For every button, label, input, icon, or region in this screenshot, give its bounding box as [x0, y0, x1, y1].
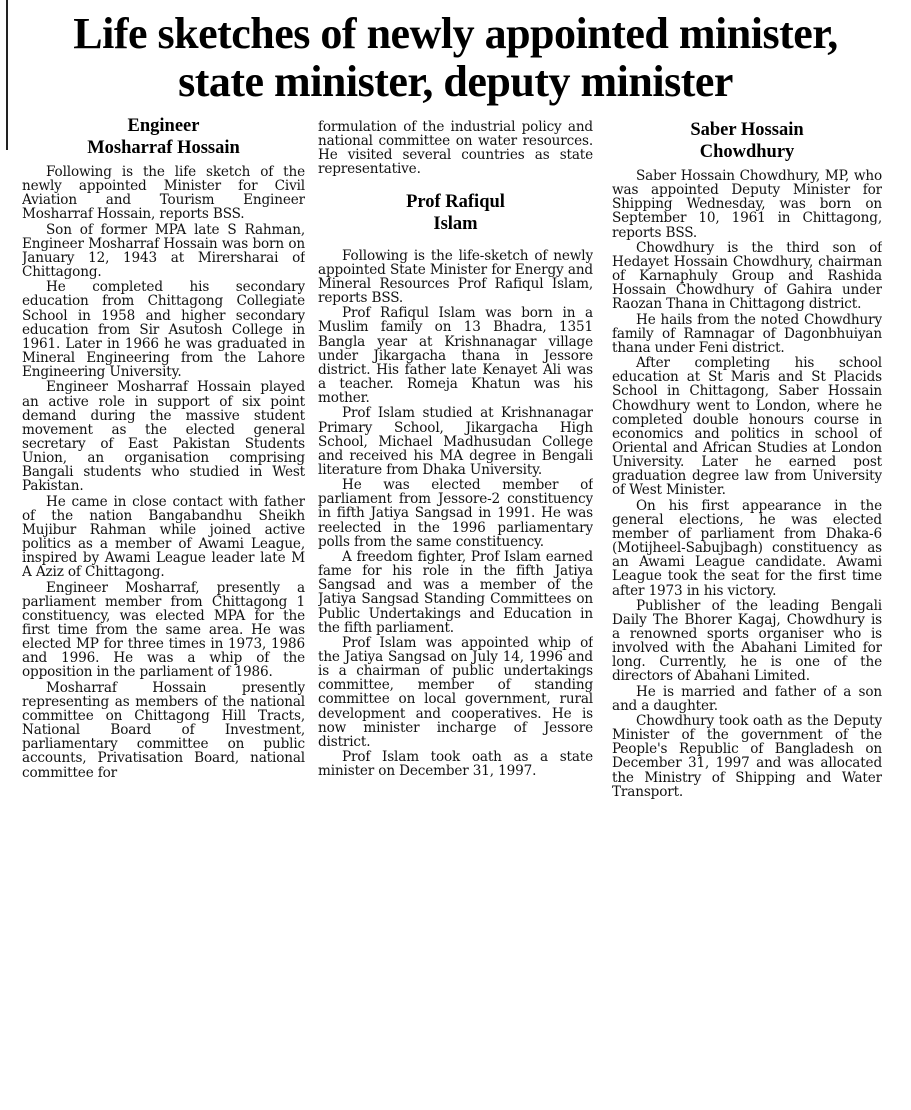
paragraph: After completing his school education at St Maris and St Placids School in Chittagong, Saber Hossain Chowdhury went to London, where he completed double honours course in economics and politics in school of Oriental and African Studies at London University. Later he earned post graduation degree law from University of West Minister. [612, 355, 882, 499]
paragraph: Saber Hossain Chowdhury, MP, who was appointed Deputy Minister for Shipping Wednesday, was born on September 10, 1961 in Chittagong, reports BSS. [612, 168, 882, 241]
article-state-minister [318, 120, 593, 778]
paragraph: He is married and father of a son and a daughter. [612, 683, 882, 714]
paragraph: Prof Rafiqul Islam was born in a Muslim family on 13 Bhadra, 1351 Bangla year at Krishnanagar village under Jikargacha thana in Jessore district. His father late Kenayet Ali was a teacher. Romeja Khatun was his mother. [318, 305, 593, 407]
byline-deputy-minister: Saber Hossain Chowdhury [690, 120, 804, 162]
paragraph-continued: formulation of the industrial policy and national committee on water resources. He visited several countries as state representative. [318, 120, 593, 178]
paragraph: Prof Islam studied at Krishnanagar Primary School, Jikargacha High School, Michael Madhusudan College and received his MA degree in Bengali literature from Dhaka University. [318, 405, 593, 478]
paragraph: Following is the life sketch of the newly appointed Minister for Civil Aviation and Tourism Engineer Mosharraf Hossain, reports BSS. [22, 164, 305, 223]
paragraph: Chowdhury took oath as the Deputy Minister of the government of the People's Republic of Bangladesh on December 31, 1997 and was allocated the Ministry of Shipping and Water Transport. [612, 712, 882, 799]
paragraph: Engineer Mosharraf, presently a parliament member from Chittagong 1 constituency, was elected MPA for the first time from the same area. He was elected MP for three times in 1973, 1986 and 1996. He was a whip of the opposition in the parliament of 1986. [22, 579, 305, 681]
article-deputy-minister [612, 115, 882, 799]
paragraph: Publisher of the leading Bengali Daily The Bhorer Kagaj, Chowdhury is a renowned sports organiser who is involved with the Abahani Limited for long. Currently, he is one of the directors of Abahani Limited. [612, 597, 882, 685]
paragraph: He came in close contact with father of the nation Bangabandhu Sheikh Mujibur Rahman while joined active politics as a member of Awami League, inspired by Awami League leader late M A Aziz of Chittagong. [22, 493, 305, 581]
paragraph: He hails from the noted Chowdhury family of Ramnagar of Dagonbhuiyan thana under Feni district. [612, 311, 882, 356]
headline [10, 10, 901, 106]
column-rule [6, 0, 8, 150]
paragraph: Following is the life-sketch of newly appointed State Minister for Energy and Mineral Resources Prof Rafiqul Islam, reports BSS. [318, 247, 593, 307]
paragraph: He was elected member of parliament from Jessore-2 constituency in fifth Jatiya Sangsad in 1991. He was reelected in the 1996 parliamentary polls from the same constituency. [318, 477, 593, 550]
byline-state-minister: Prof Rafiqul Islam [406, 191, 505, 234]
article-minister [22, 115, 305, 780]
paragraph: Prof Islam took oath as a state minister on December 31, 1997. [318, 749, 593, 779]
paragraph: Mosharraf Hossain presently representing as members of the national committee on Chittagong Hill Tracts, National Board of Investment, parliamentary committee on public accounts, Privatisation Board, national committee for [22, 679, 305, 780]
paragraph: He completed his secondary education from Chittagong Collegiate School in 1958 and higher secondary education from Sir Asutosh College in 1961. Later in 1966 he was graduated in Mineral Engineering from the Lahore Engineering University. [22, 279, 305, 381]
paragraph: A freedom fighter, Prof Islam earned fame for his role in the fifth Jatiya Sangsad and was a member of the Jatiya Sangsad Standing Committees on Public Undertakings and Education in the fifth parliament. [318, 548, 593, 636]
paragraph: Engineer Mosharraf Hossain played an active role in support of six point demand during the massive student movement as the elected general secretary of East Pakistan Students Union, an organisation comprising Bangali students who studied in West Pakistan. [22, 379, 305, 495]
paragraph: Prof Islam was appointed whip of the Jatiya Sangsad on July 14, 1996 and is a chairman of public undertakings committee, member of standing committee on local government, rural development and cooperatives. He is now minister incharge of Jessore district. [318, 634, 593, 750]
paragraph: On his first appearance in the general elections, he was elected member of parliament from Dhaka-6 (Motijheel-Sabujbagh) constituency as an Awami League candidate. Awami League took the seat for the first time after 1973 in his victory. [612, 497, 882, 599]
byline-minister: Engineer Mosharraf Hossain [87, 116, 240, 158]
headline-line-1: Life sketches of newly appointed minister, [73, 9, 838, 58]
paragraph: Son of former MPA late S Rahman, Engineer Mosharraf Hossain was born on January 12, 1943 at Mirersharai of Chittagong. [22, 221, 305, 281]
headline-line-2: state minister, deputy minister [178, 57, 733, 106]
paragraph: Chowdhury is the third son of Hedayet Hossain Chowdhury, chairman of Karnaphuly Group and Rashida Hossain Chowdhury of Gahira under Raozan Thana in Chittagong district. [612, 239, 882, 313]
